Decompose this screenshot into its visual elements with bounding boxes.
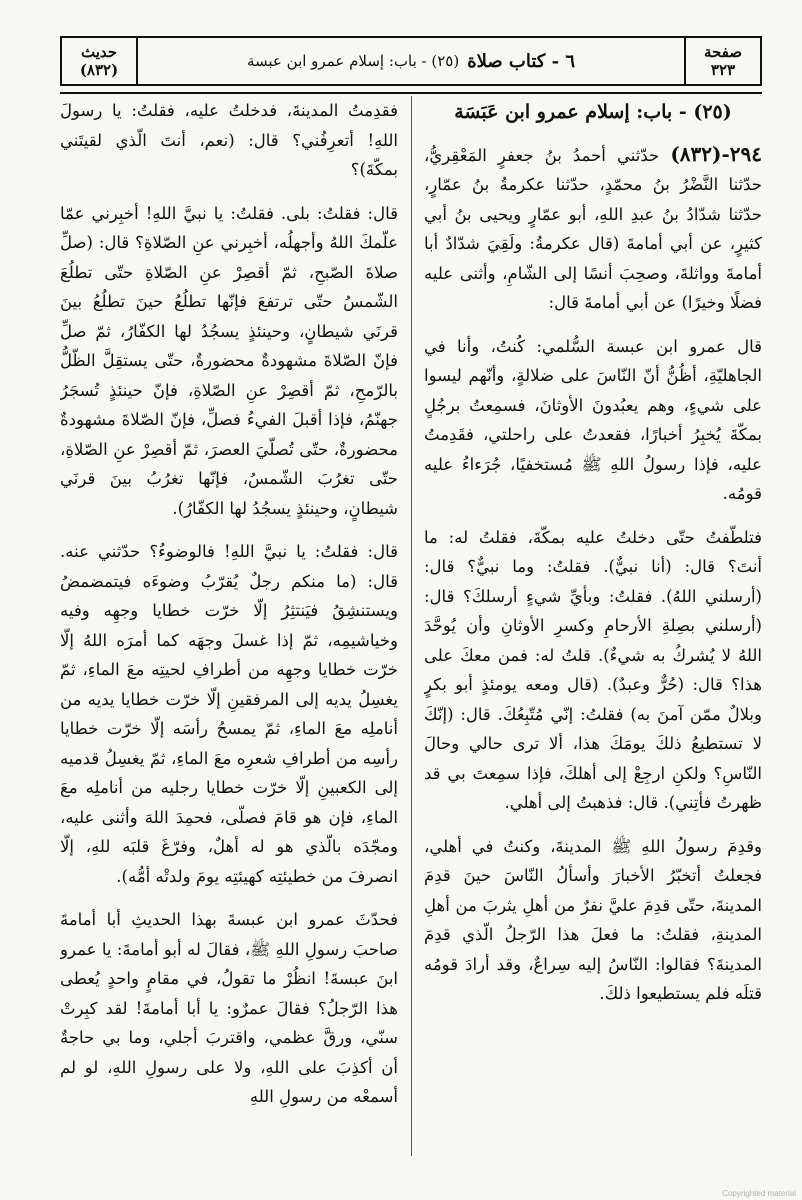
chapter-reference: (٢٥) - باب: إسلام عمرو ابن عبسة [246, 52, 460, 70]
running-header [60, 36, 762, 86]
paragraph-text: حدّثني أحمدُ بنُ جعفرٍ المَعْقِريُّ، حدّثنا النَّضْرُ بنُ محمّدٍ، حدّثنا عكرمةُ بنُ عمّارٍ، حدّثنا شدّادُ بنُ عبدِ اللهِ، أبو عمّارٍ ويحيى بنُ أبي كثيرٍ، عن أبي أمامةَ (قال عكرمةُ: ولَقِيَ شدّادٌ أبا أمامةَ وواثلةَ، وصحِبَ أنسًا إلى الشّامِ، وأثنى عليه فضلًا وخيرًا) عن أبي أمامةَ قال: [424, 145, 762, 312]
paragraph: وقدِمَ رسولُ اللهِ ﷺ المدينةَ، وكنتُ في أهلي، فجعلتُ أتخبّرُ الأخبارَ وأسألُ النّاسَ حينَ قدِمَ المدينةَ، حتّى قدِمَ عليَّ نفرٌ من أهلِ يثربَ من أهلِ المدينةِ، فقلتُ: ما فعلَ هذا الرّجلُ الّذي قدِمَ المدينةَ؟ فقالوا: النّاسُ إليه سِراعٌ، وقد أرادَ قومُه قتلَه فلم يستطيعوا ذلكَ. [424, 836, 762, 1003]
hadith-label: حديث [80, 43, 118, 61]
right-column [424, 96, 762, 1166]
paragraph: قال عمرو ابن عبسة السُّلمي: كُنتُ، وأنا في الجاهليّةِ، أظُنُّ أنّ النّاسَ على ضلالةٍ، وأنّهم ليسوا على شيءٍ، وهم يعبُدونَ الأوثانَ، فسمِعتُ برجُلٍ بمكّةَ يُخبِرُ أخبارًا، فقعدتُ على راحلتي، فقَدِمتُ عليه، فإذا رسولُ اللهِ ﷺ مُستخفيًا، جُرَءاءُ عليه قومُه. [424, 336, 762, 503]
paragraph: فحدّثَ عمرو ابن عبسةَ بهذا الحديثِ أبا أمامةَ صاحبَ رسولِ اللهِ ﷺ، فقالَ له أبو أمامةَ: يا عمرو ابنَ عبسةَ! انظُرْ ما تقولُ، في مقامٍ واحدٍ يُعطى هذا الرّجلُ؟ فقالَ عمرٌو: يا أبا أمامةَ! لقد كبِرتْ سنّي، ورقَّ عظمي، واقتربَ أجلي، وما بي حاجةٌ أن أكذِبَ على اللهِ، ولا على رسولِ اللهِ، لو لم أسمعْه من رسولِ اللهِ [60, 910, 398, 1106]
paragraph: قال: فقلتُ: يا نبيَّ اللهِ! فالوضوءُ؟ حدّثني عنه. قال: (ما منكم رجلٌ يُقرّبُ وضوءَه فيتمضمضُ ويستنشِقُ فيَنتثِرُ إلّا خرّت خطايا وجهِه وفيه وخياشيمِه، ثمّ إذا غسلَ وجهَه كما أمرَه اللهُ إلّا خرّت خطايا وجهِه من أطرافِ لحيتِه معَ الماءِ، ثمّ يغسِلُ يديه إلى المرفقينِ إلّا خرّت خطايا يديه من أناملِه معَ الماءِ، ثمّ يمسحُ رأسَه إلّا خرّت خطايا رأسِه من أطرافِ شعرِه معَ الماءِ، ثمّ يغسِلُ قدميه إلى الكعبينِ إلّا خرّت خطايا رجليه من أناملِه معَ الماءِ، فإن هو قامَ فصلّى، فحمِدَ اللهَ وأثنى عليه، ومجّدَه بالّذي هو له أهلٌ، وفرّغَ قلبَه للهِ، إلّا انصرفَ من خطيئتِه كهيئتِه يومَ ولدتْه أمُّه). [60, 542, 398, 886]
hadith-range: (٨٣٢) [79, 61, 119, 79]
header-title [138, 38, 684, 84]
page-label: صفحة [703, 43, 743, 61]
paragraph: فقدِمتُ المدينةَ، فدخلتُ عليه، فقلتُ: يا رسولَ اللهِ! أتعرِفُني؟ قال: (نعم، أنتَ الّذي لقيتَني بمكّةَ)؟ [60, 101, 398, 179]
book-title: ٦ - كتاب صلاة [467, 50, 576, 72]
page-number: ٣٢٣ [710, 61, 736, 79]
paragraph: قال: فقلتُ: بلى. فقلتُ: يا نبيَّ اللهِ! أخبِرني عمّا علّمكَ اللهُ وأجهلُه، أخبِرني عنِ الصّلاةِ؟ قال: (صلِّ صلاةَ الصّبحِ، ثمّ أقصِرْ عنِ الصّلاةِ حتّى تطلُعَ الشّمسُ حتّى ترتفعَ فإنّها تطلُعُ حينَ تطلُعُ بينَ قرنَي شيطانٍ، وحينئذٍ يسجُدُ لها الكفّارُ، ثمّ صلِّ فإنّ الصّلاةَ مشهودةٌ محضورةٌ، حتّى يستقِلَّ الظّلُّ بالرّمحِ، ثمّ أقصِرْ عنِ الصّلاةِ، فإنّ حينئذٍ تُسجَرُ جهنّمُ، فإذا أقبلَ الفيءُ فصلِّ، فإنّ الصّلاةَ مشهودةٌ محضورةٌ، حتّى تُصلّيَ العصرَ، ثمّ أقصِرْ عنِ الصّلاةِ، حتّى تغرُبَ الشّمسُ، فإنّها تغرُبُ بينَ قرنَي شيطانٍ، وحينئذٍ يسجُدُ لها الكفّارُ). [60, 203, 398, 518]
copyright-watermark: Copyrighted material [722, 1189, 796, 1198]
isnad-paragraph [424, 140, 762, 318]
left-column [60, 96, 398, 1166]
header-rule [60, 92, 762, 94]
chapter-heading: (٢٥) - باب: إسلام عمرو ابن عَبَسَة [454, 101, 732, 123]
page [60, 36, 762, 1166]
hadith-number: ٢٩٤-(٨٣٢) [670, 141, 762, 166]
hadith-number-box [62, 38, 138, 84]
column-divider [411, 96, 412, 1156]
paragraph: فتلطّفتُ حتّى دخلتُ عليه بمكّةَ، فقلتُ له: ما أنتَ؟ قال: (أنا نبيٌّ). فقلتُ: وما نبيٌّ؟ قال: (أرسلني اللهُ). فقلتُ: وبأيِّ شيءٍ أرسلكَ؟ قال: (أرسلني بصِلةِ الأرحامِ وكسرِ الأوثانِ وأن يُوحَّدَ اللهُ لا يُشركُ به شيءٌ). قلتُ له: فمن معكَ على هذا؟ قال: (حُرٌّ وعبدٌ). (قال ومعه يومئذٍ أبو بكرٍ وبلالٌ ممّن آمنَ به) فقلتُ: إنّي مُتّبِعُكَ. قال: (إنّكَ لا تستطيعُ ذلكَ يومَكَ هذا، ألا ترى حالي وحالَ النّاسِ؟ ولكنِ ارجِعْ إلى أهلكَ، فإذا سمِعتَ بي قد ظهرتُ فأتِني). قال: فذهبتُ إلى أهلي. [424, 527, 762, 812]
page-number-box [684, 38, 760, 84]
